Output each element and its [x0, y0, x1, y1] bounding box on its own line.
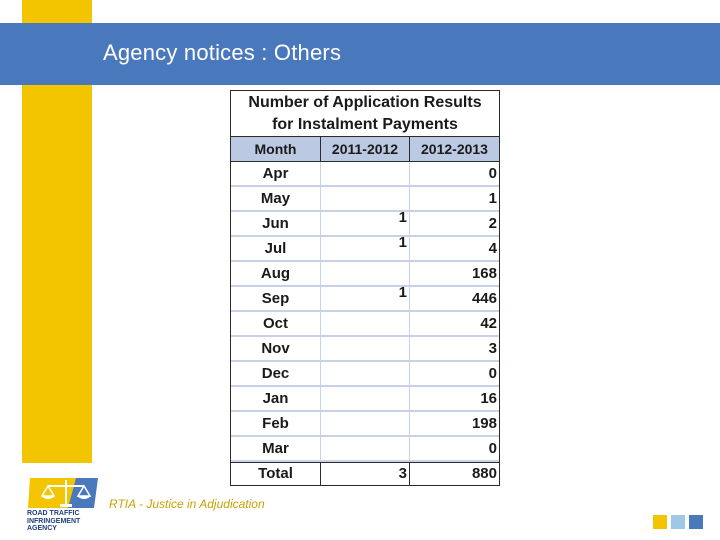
table-row	[231, 362, 499, 387]
value-2011-2012-cell	[321, 312, 410, 335]
table-row	[231, 187, 499, 212]
table-row	[231, 284, 499, 312]
value-2012-2013-cell: 42	[480, 315, 497, 332]
value-2011-2012: 1	[398, 284, 407, 301]
table-row	[231, 412, 499, 437]
value-2011-2012-cell	[321, 337, 410, 360]
value-2012-2013-cell: 3	[488, 340, 497, 357]
value-2012-2013-cell: 198	[471, 415, 497, 432]
value-2011-2012-cell	[321, 234, 410, 260]
table-title-line1: Number of Application Results	[248, 94, 482, 111]
table-title-line2: for Instalment Payments	[272, 116, 458, 133]
table-title	[231, 91, 499, 137]
total-2011-2012: 3	[321, 463, 410, 485]
header-2011-2012: 2011-2012	[321, 137, 410, 161]
value-2011-2012: 1	[398, 209, 407, 226]
logo-text	[27, 510, 107, 533]
table-row	[231, 312, 499, 337]
table-row	[231, 234, 499, 262]
month-cell: Jun	[231, 212, 321, 235]
logo-line1: ROAD TRAFFIC	[27, 510, 80, 517]
decor-square-yellow	[653, 515, 667, 529]
month-cell: Mar	[231, 437, 321, 460]
value-2012-2013-cell: 4	[488, 240, 497, 257]
month-cell: Apr	[231, 162, 321, 185]
table-row	[231, 262, 499, 287]
value-2012-2013-cell: 0	[488, 165, 497, 182]
value-2012-2013-cell: 2	[488, 215, 497, 232]
month-cell: Oct	[231, 312, 321, 335]
month-cell: Dec	[231, 362, 321, 385]
month-cell: Jan	[231, 387, 321, 410]
decor-square-light-blue	[671, 515, 685, 529]
value-2011-2012-cell	[321, 187, 410, 210]
month-cell: Nov	[231, 337, 321, 360]
value-2012-2013-cell: 1	[488, 190, 497, 207]
table-header-row	[231, 137, 499, 162]
month-cell: Aug	[231, 262, 321, 285]
total-2012-2013: 880	[471, 465, 497, 482]
month-cell: May	[231, 187, 321, 210]
header-month: Month	[231, 137, 321, 161]
value-2012-2013-cell: 168	[471, 265, 497, 282]
value-2012-2013-cell: 446	[471, 290, 497, 307]
instalment-results-table	[230, 90, 500, 486]
month-cell: Sep	[231, 287, 321, 310]
value-2011-2012-cell	[321, 262, 410, 285]
table-row	[231, 387, 499, 412]
footer-tagline: RTIA - Justice in Adjudication	[109, 497, 265, 511]
logo-line2: INFRINGEMENT AGENCY	[27, 517, 81, 532]
value-2011-2012-cell	[321, 412, 410, 435]
table-row	[231, 162, 499, 187]
decor-square-blue	[689, 515, 703, 529]
value-2011-2012-cell	[321, 362, 410, 385]
header-2012-2013: 2012-2013	[421, 141, 488, 157]
value-2012-2013-cell: 0	[488, 440, 497, 457]
value-2011-2012-cell	[321, 437, 410, 460]
slide-title: Agency notices : Others	[103, 40, 342, 65]
table-row	[231, 337, 499, 362]
month-cell: Feb	[231, 412, 321, 435]
table-body	[231, 162, 499, 462]
total-label: Total	[231, 463, 321, 485]
value-2012-2013-cell: 0	[488, 365, 497, 382]
value-2011-2012-cell	[321, 387, 410, 410]
value-2011-2012-cell	[321, 209, 410, 235]
table-row	[231, 437, 499, 462]
value-2011-2012-cell	[321, 162, 410, 185]
value-2011-2012-cell	[321, 284, 410, 310]
table-row	[231, 209, 499, 237]
month-cell: Jul	[231, 237, 321, 260]
table-total-row	[231, 462, 499, 485]
value-2011-2012: 1	[398, 234, 407, 251]
value-2012-2013-cell: 16	[480, 390, 497, 407]
